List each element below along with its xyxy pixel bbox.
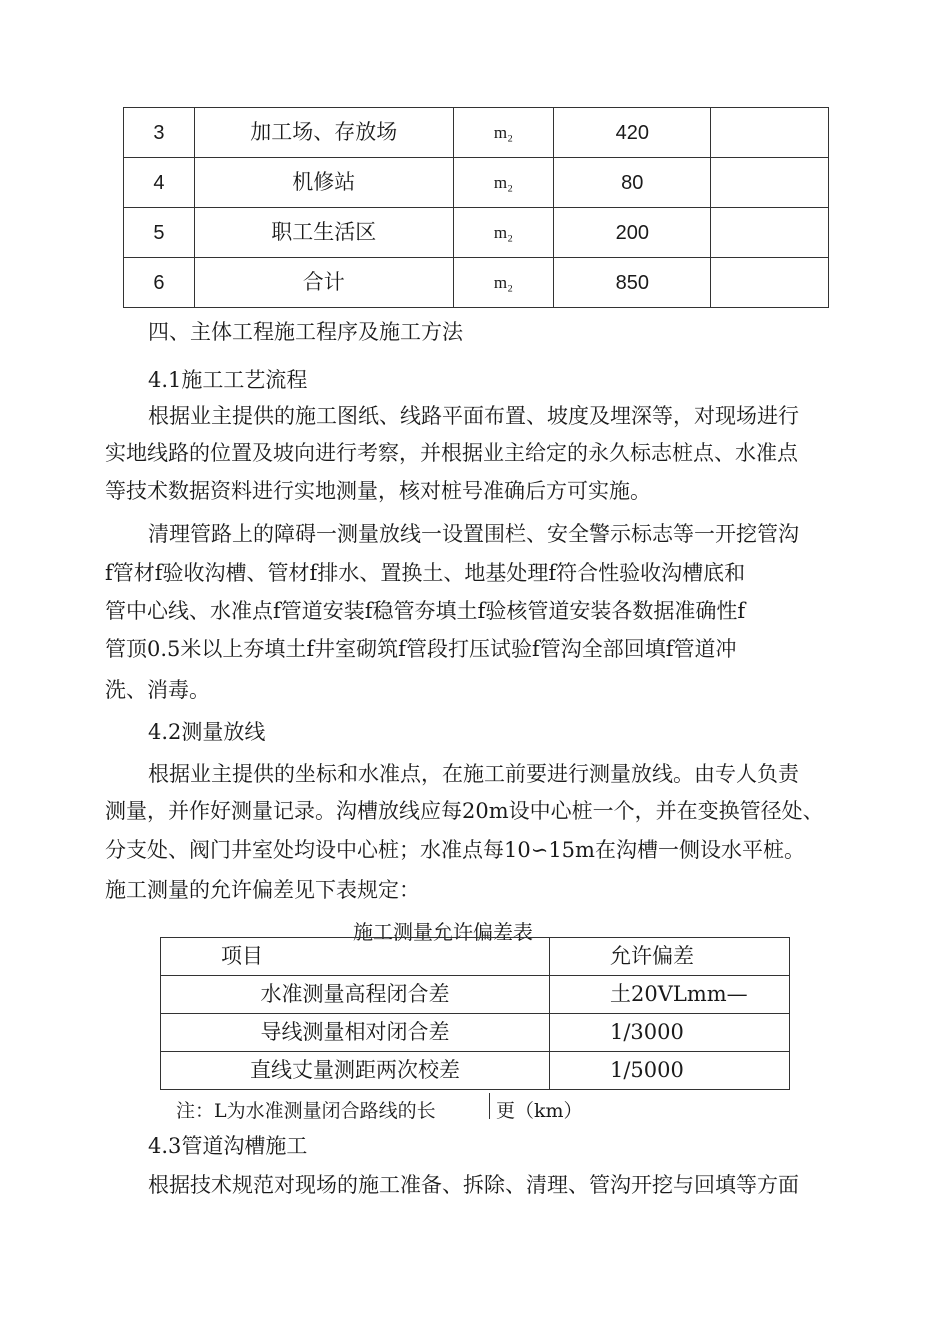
paragraph-line: 施工测量的允许偏差见下表规定： (105, 878, 420, 902)
area-value: 200 (554, 208, 711, 258)
table-row (161, 1014, 790, 1052)
tolerance-cell: 土20VLmm— (550, 976, 790, 1014)
paragraph-line: 管中心线、水准点f管道安装f稳管夯填土f验核管道安装各数据准确性f (105, 599, 746, 623)
paragraph-line: 洗、消毒。 (105, 678, 210, 702)
remark-cell (711, 158, 829, 208)
table-row (124, 208, 829, 258)
area-value: 850 (554, 258, 711, 308)
subsection-heading: 4.2测量放线 (148, 720, 266, 744)
table-row (124, 158, 829, 208)
column-header-item: 项目 (161, 938, 550, 976)
unit-cell: m₂ (453, 108, 554, 158)
remark-cell (711, 108, 829, 158)
unit-cell: m₂ (453, 158, 554, 208)
paragraph-line: 管顶0.5米以上夯填土f井室砌筑f管段打压试验f管沟全部回填f管道冲 (105, 637, 737, 661)
subsection-heading: 4.3管道沟槽施工 (148, 1134, 308, 1158)
table-header-row (161, 938, 790, 976)
paragraph-line: 实地线路的位置及坡向进行考察，并根据业主给定的永久标志桩点、水准点 (105, 441, 798, 465)
subsection-heading: 4.1施工工艺流程 (148, 368, 308, 392)
note-divider (489, 1093, 490, 1119)
unit-cell: m₂ (453, 258, 554, 308)
area-value: 80 (554, 158, 711, 208)
remark-cell (711, 258, 829, 308)
paragraph-line: 根据业主提供的坐标和水准点，在施工前要进行测量放线。由专人负责 (148, 762, 799, 786)
paragraph-line: 等技术数据资料进行实地测量，核对桩号准确后方可实施。 (105, 479, 651, 503)
facility-area-table (123, 107, 829, 308)
paragraph-line: 清理管路上的障碍一测量放线一设置围栏、安全警示标志等一开挖管沟 (148, 522, 799, 546)
paragraph-line: 测量，并作好测量记录。沟槽放线应每20m设中心桩一个，并在变换管径处、 (105, 799, 824, 823)
paragraph-line: 根据技术规范对现场的施工准备、拆除、清理、管沟开挖与回填等方面 (148, 1173, 799, 1197)
row-number: 4 (124, 158, 195, 208)
column-header-tolerance: 允许偏差 (550, 938, 790, 976)
section-heading: 四、主体工程施工程序及施工方法 (148, 320, 463, 344)
item-cell: 导线测量相对闭合差 (161, 1014, 550, 1052)
row-number: 6 (124, 258, 195, 308)
table-note-continued: 更（km） (496, 1100, 583, 1122)
row-number: 5 (124, 208, 195, 258)
item-cell: 水准测量高程闭合差 (161, 976, 550, 1014)
survey-tolerance-table (160, 937, 790, 1090)
remark-cell (711, 208, 829, 258)
row-number: 3 (124, 108, 195, 158)
paragraph-line: 分支处、阀门井室处均设中心桩；水准点每10∽15m在沟槽一侧设水平桩。 (105, 838, 805, 862)
table-row (161, 976, 790, 1014)
paragraph-line: 根据业主提供的施工图纸、线路平面布置、坡度及埋深等，对现场进行 (148, 404, 799, 428)
paragraph-line: f管材f验收沟槽、管材f排水、置换土、地基处理f符合性验收沟槽底和 (105, 561, 746, 585)
table-note: 注：L为水准测量闭合路线的长 (176, 1100, 436, 1122)
facility-name: 机修站 (194, 158, 453, 208)
facility-name: 加工场、存放场 (194, 108, 453, 158)
facility-name: 合计 (194, 258, 453, 308)
table-row (124, 108, 829, 158)
table-row (124, 258, 829, 308)
table-caption: 施工测量允许偏差表 (353, 920, 533, 944)
table-row (161, 1052, 790, 1090)
unit-cell: m₂ (453, 208, 554, 258)
area-value: 420 (554, 108, 711, 158)
tolerance-cell: 1/5000 (550, 1052, 790, 1090)
tolerance-cell: 1/3000 (550, 1014, 790, 1052)
facility-name: 职工生活区 (194, 208, 453, 258)
item-cell: 直线丈量测距两次校差 (161, 1052, 550, 1090)
